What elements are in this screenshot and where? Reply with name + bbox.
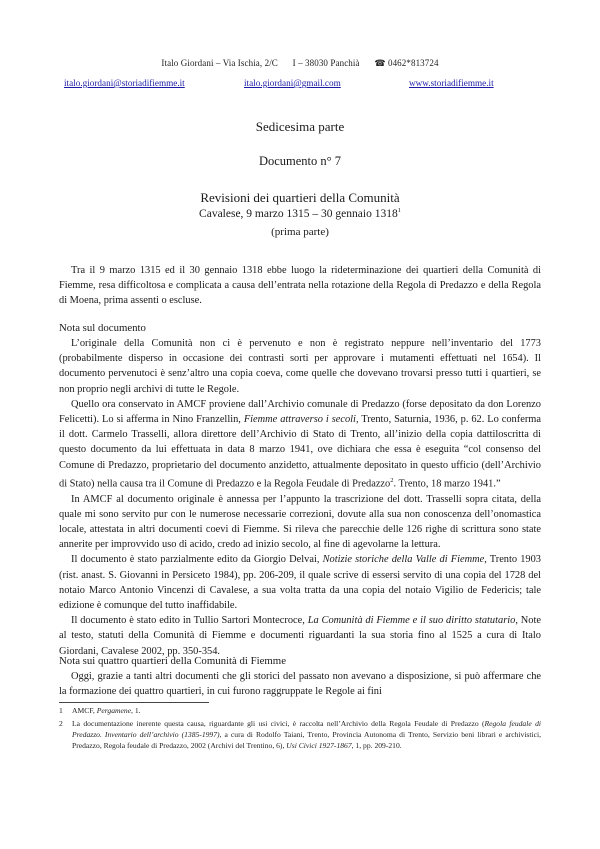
author-address: Via Ischia, 2/C (222, 58, 278, 68)
footnote-2 (59, 719, 541, 751)
book-title: La Comunità di Fiemme e il suo diritto statutario (307, 615, 516, 627)
document-dates-text: Cavalese, 9 marzo 1315 – 30 gennaio 1318 (199, 207, 398, 220)
document-number: Documento n° 7 (258, 154, 342, 168)
intro-paragraph-block (59, 263, 541, 309)
author-postcode: I – 38030 (292, 58, 329, 68)
footnote-divider (59, 702, 209, 703)
intro-paragraph: Tra il 9 marzo 1315 ed il 30 gennaio 1318 ebbe luogo la rideterminazione dei quartieri della Comunità di Fiemme, resa difficoltosa e complicata a causa dell’entrata nella rotazione della Regola di Predazzo e della Regola di Moena, prima assenti o escluse. (59, 265, 541, 307)
document-dates (0, 207, 600, 220)
document-title: Revisioni dei quartieri della Comunità (200, 190, 400, 205)
website-link[interactable]: www.storiadifiemme.it (409, 78, 494, 88)
footnote-number: 2 (59, 719, 63, 728)
footnote-text: AMCF, Pergamene, 1. (72, 706, 141, 715)
section-note-on-document (59, 321, 541, 659)
paragraph: Il documento è stato edito in Tullio Sartori Montecroce, La Comunità di Fiemme e il suo diritto statutario, Note al testo, statuti della Comunità di Fiemme e documenti riguardanti la sua storia fino al 1525 a cura di Italo Giordani, Cavalese 2002, pp. 350-354. (59, 615, 541, 657)
section-heading: Nota sul documento (59, 322, 146, 334)
paragraph: L’originale della Comunità non ci è pervenuto e non è registrato neppure nell’inventario del 1773 (probabilmente disperso in occasione dei contrasti sorti per approvare i mutamenti effettuati nel 1654). Il documento pervenutoci è senz’altro una copia coeva, come quelle che dovevano trovarsi presso tutti i quartieri, se non proprio negli archivi di tutte le Regole. (59, 338, 541, 395)
letterhead: Italo Giordani – Via Ischia, 2/C I – 38030 Panchià ☎ 0462*813724 (161, 58, 439, 68)
document-part-note: (prima parte) (271, 226, 329, 238)
part-heading: Sedicesima parte (255, 119, 345, 134)
section-note-on-quarters (59, 654, 541, 699)
author-name: Italo Giordani (161, 58, 214, 68)
paragraph: Quello ora conservato in AMCF proviene dall’Archivio comunale di Predazzo (forse depositato da don Lorenzo Felicetti). Lo si afferma in Nino Franzellin, Fiemme attraverso i secoli, Trento, Saturnia, 1936, p. 62. Lo conferma il dott. Carmelo Trasselli, allora direttore dell’Archivio di Stato di Trento, all’inizio della copia dattiloscritta di questo documento da lui effettuata in data 8 marzo 1941, ove dichiara che essa è eseguita “col consenso del Comune di Predazzo, proprietario del documento anzidetto, attualmente depositato in questo ufficio (dell’Archivio di Stato) nella causa tra il Comune di Predazzo e la Regola Feudale di Predazzo$^2$. Trento, 18 marzo 1941.” (59, 398, 541, 490)
paragraph: Il documento è stato parzialmente edito da Giorgio Delvai, Notizie storiche della Valle di Fiemme, Trento 1903 (rist. anast. S. Giovanni in Persiceto 1984), pp. 206-209, il quale scrive di essersi servito di una copia del 1728 del notaio Marco Antonio Vincenzi di Cavalese, a sua volta tratta da una copia del notaio Vigilio de Federicis; tale edizione è comunque del tutto inaffidabile. (59, 554, 541, 611)
email-link-gmail[interactable]: italo.giordani@gmail.com (244, 78, 341, 88)
footnote-ref-2[interactable]: 2 (390, 476, 394, 484)
section-heading: Nota sui quattro quartieri della Comunità di Fiemme (59, 655, 286, 667)
footnote-1 (59, 706, 541, 717)
paragraph: Oggi, grazie a tanti altri documenti che gli storici del passato non avevano a disposizione, si può affermare che la formazione dei quattro quartieri, in cui furono raggruppate le Regole ai fini (59, 671, 541, 698)
email-link-storiadifiemme[interactable]: italo.giordani@storiadifiemme.it (64, 78, 185, 88)
footnote-text: La documentazione inerente questa causa, riguardante gli usi civici, è raccolta nell’Archivio della Regola Feudale di Predazzo (Regola feudale di Predazzo. Inventario dell’archivio (1385-1997), a cura di Rodolfo Taiani, Trento, Provincia Autonoma di Trento, Servizio beni librari e archivistici, Predazzo, Regola feudale di Predazzo, 2002 (Archivi del Trentino, 6), Usi Civici 1927-1867, 1, pp. 209-210. (72, 719, 541, 750)
telephone-icon: ☎ (374, 58, 386, 68)
footnote-number: 1 (59, 706, 63, 715)
author-town: Panchià (330, 58, 360, 68)
footnote-ref-1[interactable]: 1 (397, 207, 401, 214)
author-phone: 0462*813724 (387, 58, 439, 68)
paragraph: In AMCF al documento originale è annessa per l’appunto la trascrizione del dott. Trasselli sopra citata, della quale mi sono servito pur con le numerose necessarie correzioni, dovute alla sua non conoscenza dell’onomastica locale, attestata in altri documenti coevi di Fiemme. Si rileva che parecchie delle 126 righe di scrittura sono state annerite per improvvido uso di acido, credo ad inizio secolo, al fine di agevolarne la lettura. (59, 493, 541, 551)
book-title: Notizie storiche della Valle di Fiemme (322, 554, 485, 566)
book-title: Fiemme attraverso i secoli (243, 414, 356, 426)
